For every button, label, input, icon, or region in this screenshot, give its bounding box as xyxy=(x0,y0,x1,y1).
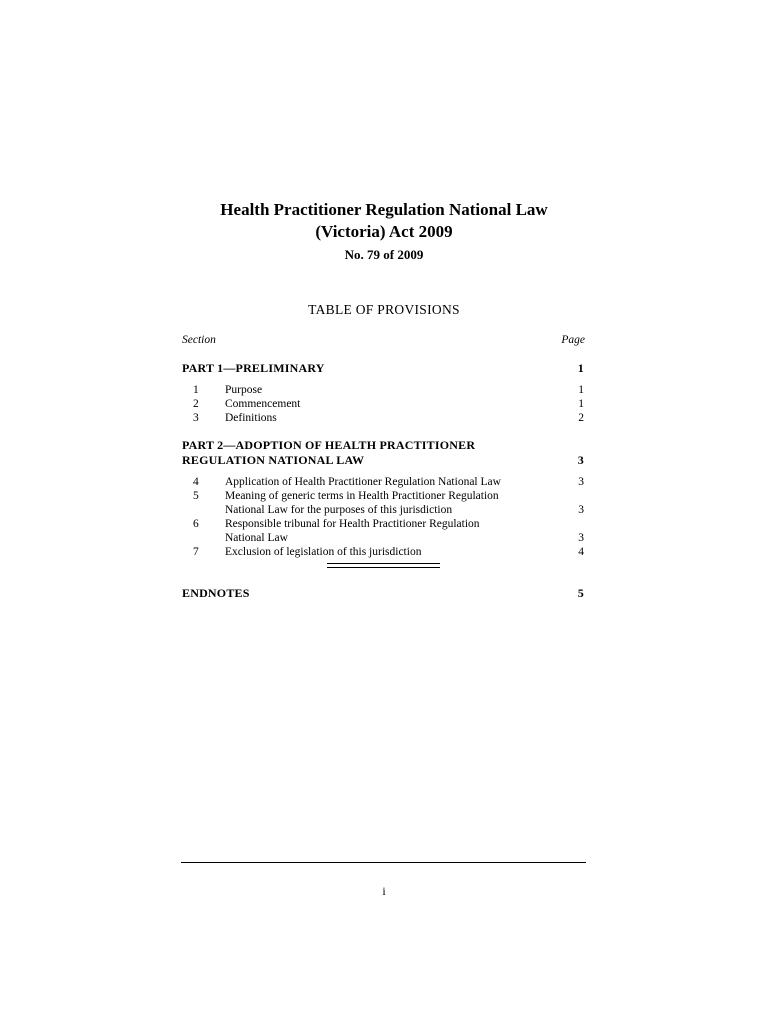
entry-page: 2 xyxy=(578,412,584,424)
entry-number: 7 xyxy=(193,546,199,558)
entry-text: Application of Health Practitioner Regulation National Law xyxy=(225,476,501,488)
entry-page: 3 xyxy=(578,476,584,488)
entry-text-line-1: Responsible tribunal for Health Practitioner Regulation xyxy=(225,518,480,530)
toc-entry-5[interactable] xyxy=(182,489,586,517)
toc-entry-7[interactable] xyxy=(182,545,586,559)
entry-page: 3 xyxy=(578,532,584,544)
part-page: 1 xyxy=(577,361,584,375)
column-heading-section: Section xyxy=(182,334,216,346)
toc-entry-6[interactable] xyxy=(182,517,586,545)
toc-part-1[interactable] xyxy=(182,361,586,376)
entry-number: 1 xyxy=(193,384,199,396)
entry-number: 5 xyxy=(193,490,199,502)
entry-page: 3 xyxy=(578,504,584,516)
entry-page: 1 xyxy=(578,398,584,410)
entry-text-line-2: National Law for the purposes of this jurisdiction xyxy=(225,504,453,516)
part-title-line-1: PART 2—ADOPTION OF HEALTH PRACTITIONER xyxy=(182,438,476,452)
toc-endnotes[interactable] xyxy=(182,586,586,601)
entry-text: Commencement xyxy=(225,398,301,410)
footer-page-number: i xyxy=(382,884,386,898)
entry-page: 1 xyxy=(578,384,584,396)
column-heading-page: Page xyxy=(561,334,585,346)
double-rule-divider xyxy=(327,563,440,568)
footer-rule xyxy=(181,862,586,863)
document-title xyxy=(182,199,586,243)
toc-entry-1[interactable] xyxy=(182,383,586,397)
toc-entry-4[interactable] xyxy=(182,475,586,489)
endnotes-title: ENDNOTES xyxy=(182,586,250,600)
entry-number: 2 xyxy=(193,398,199,410)
entry-number: 4 xyxy=(193,476,199,488)
entry-number: 6 xyxy=(193,518,199,530)
toc-entry-3[interactable] xyxy=(182,411,586,425)
document-page xyxy=(182,0,586,1024)
entry-text-line-1: Meaning of generic terms in Health Practitioner Regulation xyxy=(225,490,499,502)
toc-entry-2[interactable] xyxy=(182,397,586,411)
entry-text xyxy=(225,489,543,517)
endnotes-page: 5 xyxy=(577,586,584,600)
toc-part-2[interactable] xyxy=(182,438,586,468)
title-line-1: Health Practitioner Regulation National Law xyxy=(220,200,548,219)
part-title-line-2: REGULATION NATIONAL LAW xyxy=(182,453,365,467)
entry-text xyxy=(225,517,543,545)
entry-text: Exclusion of legislation of this jurisdiction xyxy=(225,546,422,558)
act-number: No. 79 of 2009 xyxy=(344,247,424,262)
part-title: PART 1—PRELIMINARY xyxy=(182,361,325,375)
entry-text-line-2: National Law xyxy=(225,532,288,544)
toc-heading: TABLE OF PROVISIONS xyxy=(308,302,460,317)
entry-page: 4 xyxy=(578,546,584,558)
entry-text: Definitions xyxy=(225,412,277,424)
entry-number: 3 xyxy=(193,412,199,424)
part-page: 3 xyxy=(577,453,584,467)
entry-text: Purpose xyxy=(225,384,263,396)
title-line-2: (Victoria) Act 2009 xyxy=(315,222,453,241)
